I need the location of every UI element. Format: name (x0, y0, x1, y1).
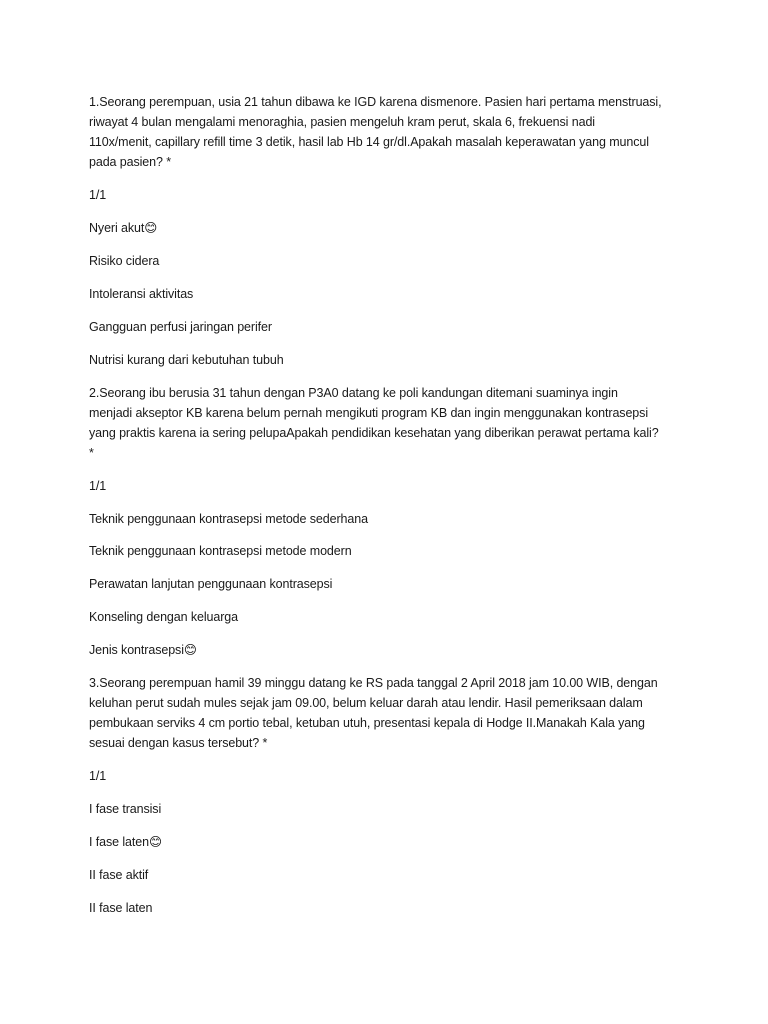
question-3-option-2: I fase laten😊 (89, 835, 162, 849)
question-2-line-1: 2.Seorang ibu berusia 31 tahun dengan P3A0 datang ke poli kandungan ditemani suaminya ingin (89, 386, 618, 400)
question-2-option-3: Perawatan lanjutan penggunaan kontrasepsi (89, 577, 333, 591)
question-3-line-4: sesuai dengan kasus tersebut? * (89, 736, 268, 750)
question-3-line-1: 3.Seorang perempuan hamil 39 minggu datang ke RS pada tanggal 2 April 2018 jam 10.00 WIB, dengan (89, 676, 658, 690)
question-1-option-1: Nyeri akut😊 (89, 221, 158, 235)
question-1-line-2: riwayat 4 bulan mengalami menoraghia, pasien mengeluh kram perut, skala 6, frekuensi nadi (89, 115, 595, 129)
question-1-option-2: Risiko cidera (89, 254, 160, 268)
question-2-option-5: Jenis kontrasepsi😊 (89, 643, 197, 657)
question-1-option-4: Gangguan perfusi jaringan perifer (89, 320, 272, 334)
question-2-score: 1/1 (89, 479, 107, 493)
question-1-score: 1/1 (89, 188, 107, 202)
question-2-option-1: Teknik penggunaan kontrasepsi metode sederhana (89, 512, 368, 526)
question-2-option-4: Konseling dengan keluarga (89, 610, 239, 624)
question-3-option-4: II fase laten (89, 901, 153, 915)
question-3-line-2: keluhan perut sudah mules sejak jam 09.00, belum keluar darah atau lendir. Hasil pemeriksaan dalam (89, 696, 643, 710)
question-1-option-5: Nutrisi kurang dari kebutuhan tubuh (89, 353, 284, 367)
question-3-option-1: I fase transisi (89, 802, 162, 816)
question-2-line-2: menjadi akseptor KB karena belum pernah mengikuti program KB dan ingin menggunakan kontrasepsi (89, 406, 648, 420)
question-3-score: 1/1 (89, 769, 107, 783)
question-3-line-3: pembukaan serviks 4 cm portio tebal, ketuban utuh, presentasi kepala di Hodge II.Manakah Kala yang (89, 716, 645, 730)
question-1-line-1: 1.Seorang perempuan, usia 21 tahun dibawa ke IGD karena dismenore. Pasien hari pertama menstruasi, (89, 95, 662, 109)
question-3-option-3: II fase aktif (89, 868, 149, 882)
question-2-option-2: Teknik penggunaan kontrasepsi metode modern (89, 544, 352, 558)
question-1-line-3: 110x/menit, capillary refill time 3 detik, hasil lab Hb 14 gr/dl.Apakah masalah keperawatan yang muncul (89, 135, 649, 149)
question-2-line-4: * (89, 446, 94, 460)
question-1-option-3: Intoleransi aktivitas (89, 287, 194, 301)
question-2-line-3: yang praktis karena ia sering pelupaApakah pendidikan kesehatan yang diberikan perawat pertama kali? (89, 426, 659, 440)
question-1-line-4: pada pasien? * (89, 155, 172, 169)
